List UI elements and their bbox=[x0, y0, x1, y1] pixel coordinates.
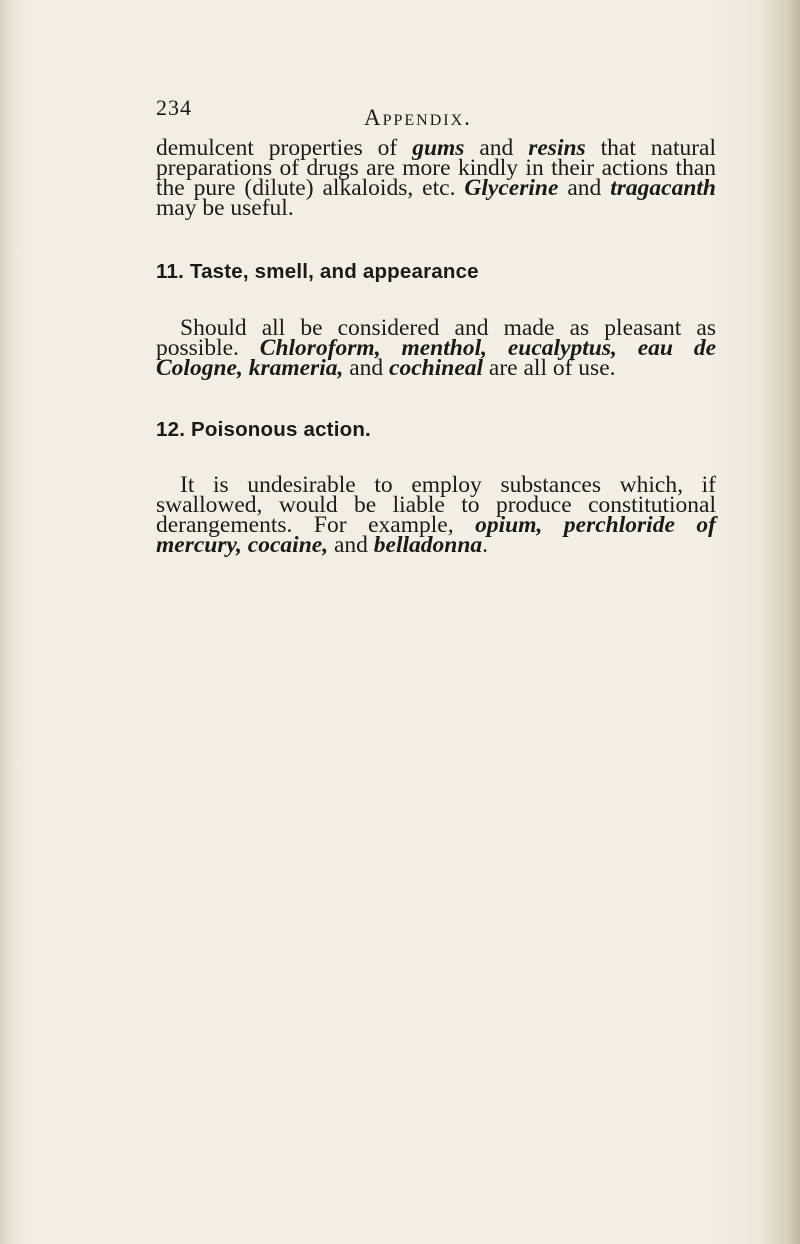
paragraph-section-12 bbox=[156, 472, 716, 558]
term-list-poisons: opium, perchloride of mercury, cocaine, bbox=[156, 512, 716, 558]
text-run: . bbox=[482, 532, 489, 558]
page-right-edge bbox=[784, 0, 800, 1244]
section-heading-12: 12. Poisonous action. bbox=[156, 418, 371, 441]
section-heading-11: 11. Taste, smell, and appearance bbox=[156, 260, 479, 283]
term-list-flavours: Chloroform, menthol, eucalyptus, eau de Cologne, krameria, bbox=[156, 335, 717, 381]
term-resins: resins bbox=[528, 135, 586, 161]
text-run: may be useful. bbox=[156, 195, 294, 221]
page-number: 234 bbox=[156, 95, 192, 120]
text-run: and bbox=[464, 135, 529, 161]
term-glycerine: Glycerine bbox=[464, 175, 559, 201]
text-run: and bbox=[558, 175, 611, 201]
paragraph-intro bbox=[156, 135, 717, 221]
text-run: demulcent properties of bbox=[156, 135, 413, 161]
page-left-edge bbox=[0, 0, 14, 1244]
page-body bbox=[156, 135, 717, 558]
term-belladonna: belladonna bbox=[373, 532, 483, 558]
running-title: Appendix. bbox=[364, 105, 472, 130]
term-tragacanth: tragacanth bbox=[610, 175, 716, 201]
text-run: are all of use. bbox=[483, 355, 616, 381]
term-gums: gums bbox=[412, 135, 465, 161]
term-cochineal: cochineal bbox=[389, 355, 484, 381]
text-run: that natural preparations of drugs are more kindly in their actions than the pure (dilute) alkaloids, etc. bbox=[156, 135, 717, 201]
text-run: Should all be considered and made as pleasant as possible. bbox=[156, 315, 716, 361]
page-header bbox=[156, 95, 716, 135]
text-run: It is undesirable to employ substances which, if swallowed, would be liable to produce constitutional derangements. For example, bbox=[156, 472, 716, 538]
text-run: and bbox=[343, 355, 390, 381]
text-run: and bbox=[328, 532, 374, 558]
paragraph-section-11 bbox=[156, 315, 717, 381]
